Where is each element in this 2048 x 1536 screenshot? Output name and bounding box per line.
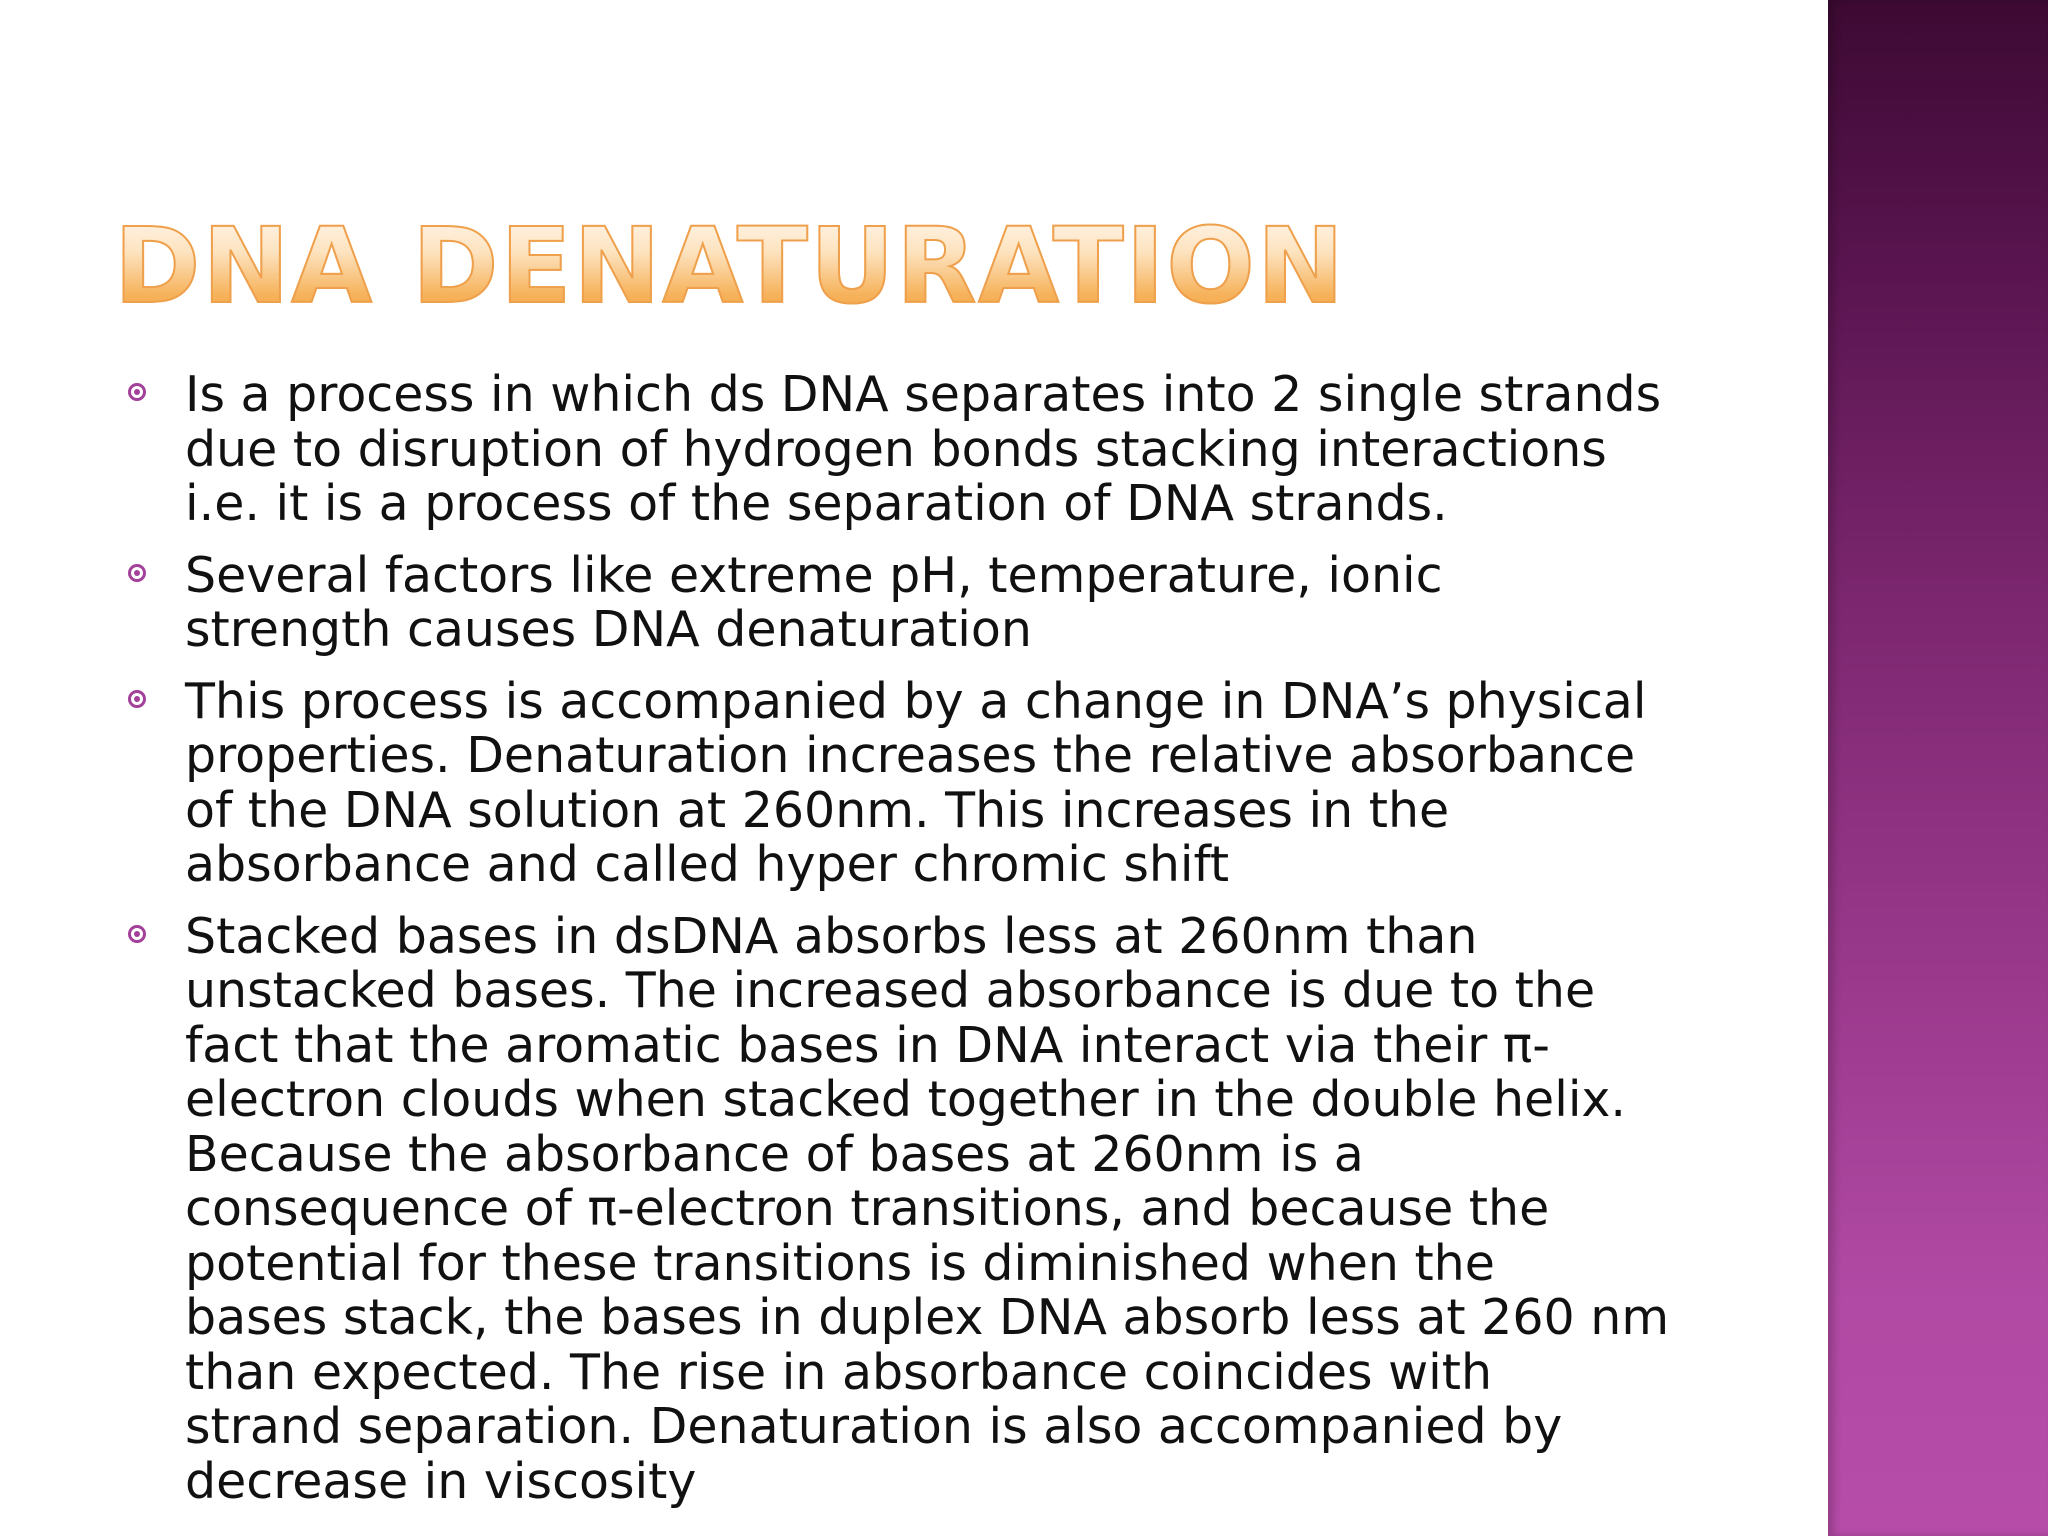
bullet-line: Several factors like extreme pH, temperature, ionic [185, 546, 1443, 604]
bullet-line: consequence of π-electron transitions, and because the [185, 1180, 1550, 1237]
bullet-item [120, 368, 1820, 532]
bullet-line: decrease in viscosity [185, 1452, 697, 1510]
bullet-line: strand separation. Denaturation is also accompanied by [185, 1398, 1563, 1455]
bullet-line: absorbance and called hyper chromic shift [185, 836, 1230, 893]
bullet-item [120, 907, 1820, 1510]
bullet-item [120, 672, 1820, 893]
bullet-line: properties. Denaturation increases the relative absorbance [185, 727, 1636, 784]
bullet-line: fact that the aromatic bases in DNA interact via their π- [185, 1016, 1550, 1074]
bullet-line: Is a process in which ds DNA separates into 2 single strands [185, 366, 1662, 423]
bullet-item [120, 546, 1820, 658]
bullet-line: strength causes DNA denaturation [185, 601, 1032, 658]
bullet-dot-icon [128, 925, 146, 943]
bullet-list [120, 368, 1820, 1526]
decorative-side-band [1828, 0, 2048, 1536]
bullet-dot-icon [128, 383, 146, 401]
bullet-line: bases stack, the bases in duplex DNA absorb less at 260 nm [185, 1289, 1670, 1346]
bullet-line: than expected. The rise in absorbance coincides with [185, 1343, 1493, 1401]
bullet-line: potential for these transitions is diminished when the [185, 1234, 1495, 1292]
slide-title: DNA DENATURATION [114, 196, 1346, 336]
bullet-dot-icon [128, 564, 146, 582]
bullet-line: Because the absorbance of bases at 260nm is a [185, 1125, 1364, 1183]
bullet-line: due to disruption of hydrogen bonds stacking interactions [185, 420, 1607, 478]
bullet-line: Stacked bases in dsDNA absorbs less at 260nm than [185, 907, 1478, 965]
bullet-dot-icon [128, 690, 146, 708]
bullet-line: electron clouds when stacked together in the double helix. [185, 1071, 1627, 1128]
bullet-line: i.e. it is a process of the separation of DNA strands. [185, 475, 1448, 532]
bullet-line: unstacked bases. The increased absorbance is due to the [185, 962, 1596, 1019]
bullet-line: of the DNA solution at 260nm. This increases in the [185, 781, 1450, 839]
bullet-line: This process is accompanied by a change in DNA’s physical [185, 672, 1647, 730]
